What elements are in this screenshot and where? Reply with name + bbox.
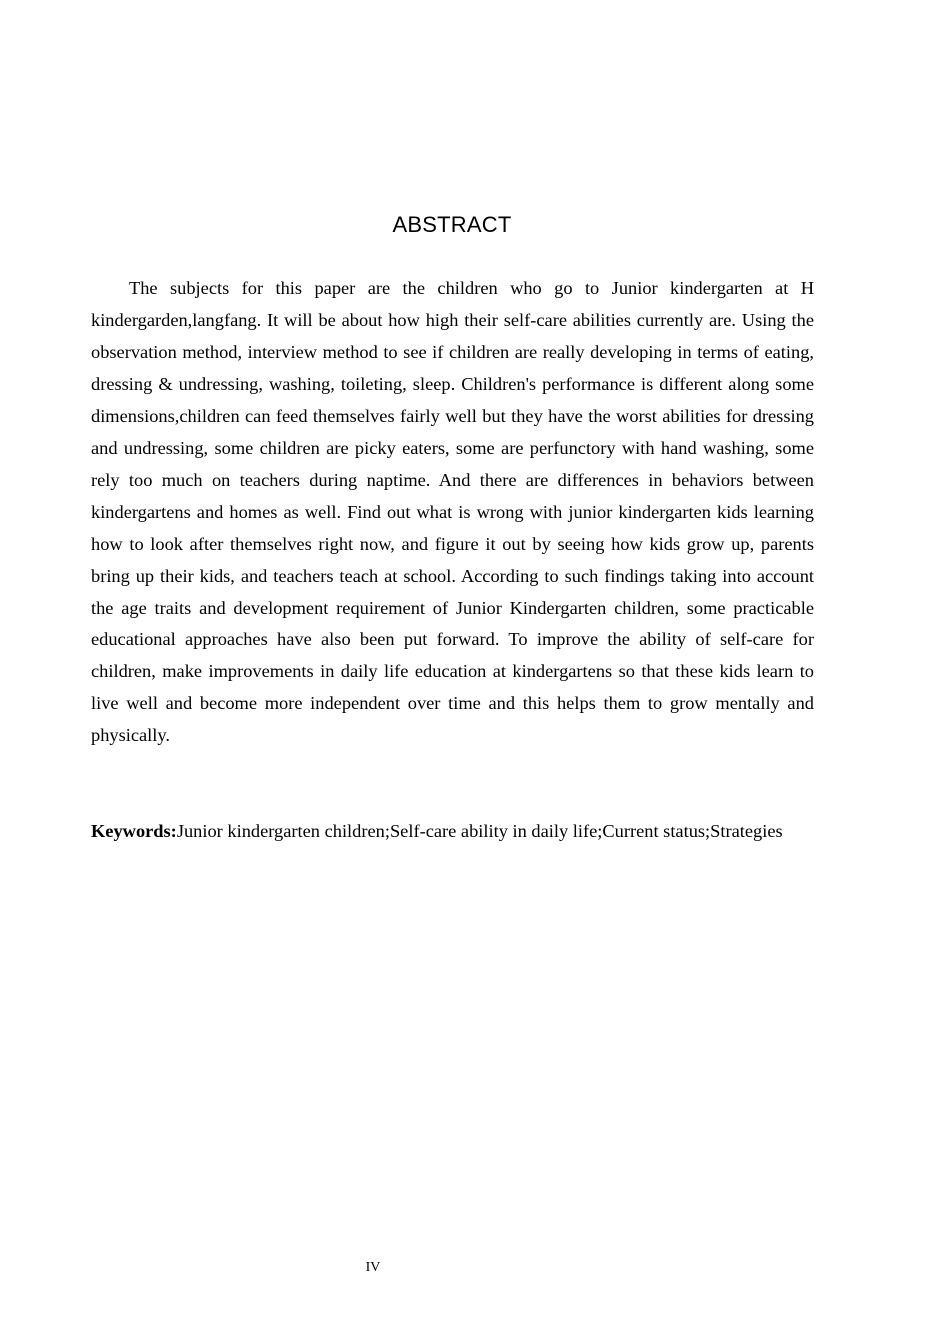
abstract-paragraph: The subjects for this paper are the children who go to Junior kindergarten at H kindergarden,langfang. It will be about how high their self-care abilities currently are. Using the observation method, interview method to see if children are really developing in terms of eating, dressing & undressing, washing, toileting, sleep. Children's performance is different along some dimensions,children can feed themselves fairly well but they have the worst abilities for dressing and undressing, some children are picky eaters, some are perfunctory with hand washing, some rely too much on teachers during naptime. And there are differences in behaviors between kindergartens and homes as well. Find out what is wrong with junior kindergarten kids learning how to look after themselves right now, and figure it out by seeing how kids grow up, parents bring up their kids, and teachers teach at school. According to such findings taking into account the age traits and development requirement of Junior Kindergarten children, some practicable educational approaches have also been put forward. To improve the ability of self-care for children, make improvements in daily life education at kindergartens so that these kids learn to live well and become more independent over time and this helps them to grow mentally and physically. — [91, 278, 814, 746]
keywords-text: Junior kindergarten children;Self-care ability in daily life;Current status;Strategies — [176, 821, 783, 841]
page-number: IV — [365, 1260, 381, 1275]
keywords-paragraph — [91, 816, 814, 848]
keywords-label: Keywords: — [91, 821, 177, 841]
abstract-heading: ABSTRACT — [392, 212, 512, 237]
